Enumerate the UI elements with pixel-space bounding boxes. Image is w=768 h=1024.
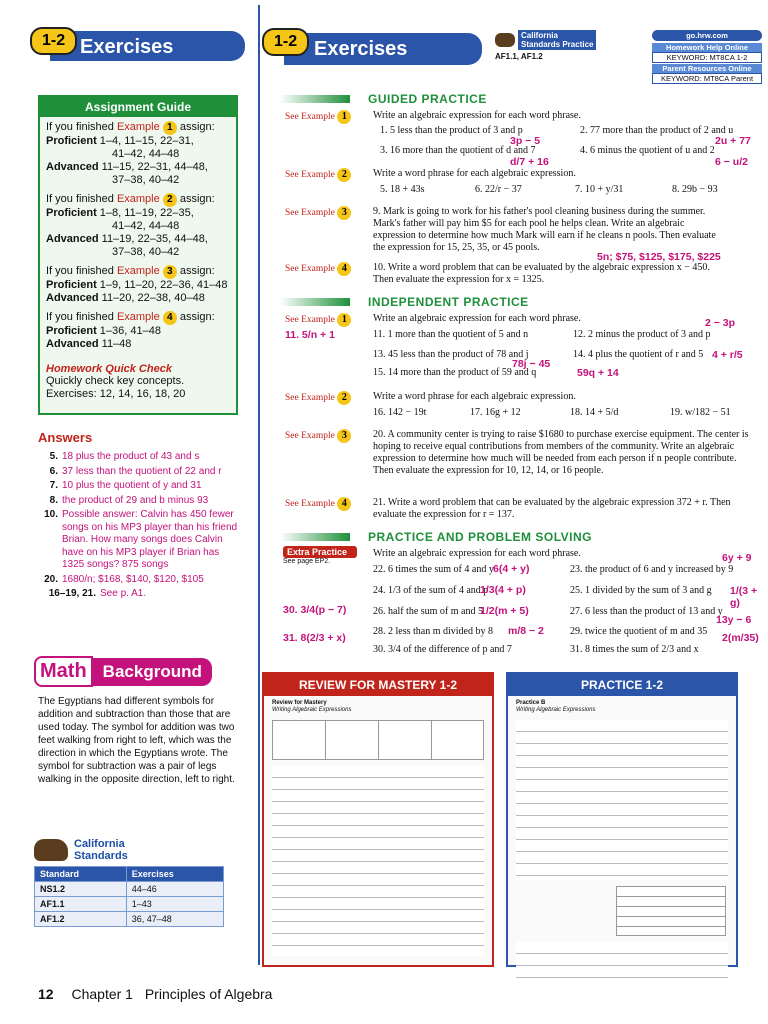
independent-intro1: Write an algebraic expression for each word phrase.: [373, 313, 581, 324]
answers-list: [38, 451, 243, 601]
quick-check-line2: Exercises: 12, 14, 16, 18, 20: [46, 388, 186, 400]
problem-28: 28. 2 less than m divided by 8: [373, 626, 493, 637]
section-bar: [280, 533, 350, 541]
answer-item: 10. Possible answer: Calvin has 450 fewer songs on his MP3 player than his friend Brian. How many songs does Calvin have on his MP3 player if Brian has 1325 songs? 875 songs: [44, 509, 238, 570]
problem-3: 3. 16 more than the quotient of d and 7: [380, 145, 536, 156]
problem-10: 10. Write a word problem that can be evaluated by the algebraic expression x − 450. Then evaluate the expression for x = 1325.: [373, 262, 710, 285]
answer-28: m/8 − 2: [508, 625, 544, 637]
footer: [38, 986, 272, 1002]
answer-11: 11. 5/n + 1: [285, 329, 335, 341]
standards-row: AF1.1 1–43: [35, 897, 224, 912]
answer-item: 8. the product of 29 and b minus 93: [49, 494, 209, 506]
answer-25: 1/(3 + g): [730, 585, 758, 609]
bear-small-icon: [495, 33, 515, 47]
answer-13: 78j − 45: [512, 358, 551, 370]
practice-title: PRACTICE 1-2: [508, 674, 736, 696]
see-example-2[interactable]: See Example: [285, 170, 335, 180]
pps-intro: Write an algebraic expression for each word phrase.: [373, 548, 581, 559]
answer-12: 2 − 3p: [705, 317, 736, 329]
parent-resources-link[interactable]: Parent Resources Online: [652, 64, 762, 73]
answer-26: 1/2(m + 5): [480, 605, 529, 617]
problem-25: 25. 1 divided by the sum of 3 and g: [570, 585, 712, 596]
left-exercises-banner: [30, 27, 245, 65]
problem-20: 20. A community center is trying to raise $1680 to purchase exercise equipment. The center is hoping to receive equal contributions from members of the community. Write an algebraic expression to determine how much will be needed from each person if n people contribute. Then evaluate the expression for 10, 12, 14, or 16 people.: [373, 429, 749, 476]
see-example-1[interactable]: See Example: [285, 112, 335, 122]
answer-31: 31. 8(2/3 + x): [283, 632, 346, 644]
problem-22: 22. 6 times the sum of 4 and y: [373, 564, 494, 575]
problem-29: 29. twice the quotient of m and 35: [570, 626, 708, 637]
guided-intro2: Write a word phrase for each algebraic expression.: [373, 168, 576, 179]
assignment-guide: [38, 95, 238, 415]
column-divider: [258, 5, 260, 965]
guided-intro1: Write an algebraic expression for each word phrase.: [373, 110, 581, 121]
quick-check-line1: Quickly check key concepts.: [46, 375, 185, 387]
standards-col-exercises: Exercises: [126, 867, 223, 882]
practice-worksheet-lines: [516, 720, 728, 982]
california-standards: [34, 838, 234, 927]
problem-31: 31. 8 times the sum of 2/3 and x: [570, 644, 699, 655]
problem-11: 11. 1 more than the quotient of 5 and n: [373, 329, 529, 340]
standards-row: AF1.2 36, 47–48: [35, 912, 224, 927]
problem-30: 30. 3/4 of the difference of p and 7: [373, 644, 512, 655]
answer-15: 59q + 14: [577, 367, 619, 379]
see-example-4b[interactable]: See Example: [285, 499, 335, 509]
standards-table: [34, 866, 224, 927]
homework-keyword: KEYWORD: MT8CA 1-2: [652, 52, 762, 63]
problem-15: 15. 14 more than the product of 59 and q: [373, 367, 537, 378]
answer-14: 4 + r/5: [712, 349, 743, 361]
section-bar: [280, 95, 350, 103]
independent-intro2: Write a word phrase for each algebraic expression.: [373, 391, 576, 402]
ca-label2: Standards Practice: [521, 40, 594, 49]
problem-8: 8. 29b − 93: [672, 184, 718, 195]
problem-12: 12. 2 minus the product of 3 and p: [573, 329, 711, 340]
guided-practice: [280, 92, 760, 112]
extra-practice-label: Extra Practice: [283, 546, 357, 558]
bear-icon: [34, 839, 68, 861]
problem-16: 16. 142 − 19t: [373, 407, 427, 418]
answer-1: 3p − 5: [510, 135, 541, 147]
problem-6: 6. 22/r − 37: [475, 184, 522, 195]
practice-worksheet: [506, 672, 738, 967]
problem-17: 17. 16g + 12: [470, 407, 521, 418]
exercises-title-right: Exercises: [284, 33, 482, 65]
pps-title: PRACTICE AND PROBLEM SOLVING: [368, 530, 593, 544]
problem-7: 7. 10 + y/31: [575, 184, 624, 195]
assignment-guide-title: Assignment Guide: [40, 97, 236, 117]
answer-29: 2(m/35): [722, 632, 759, 644]
see-example-3[interactable]: See Example: [285, 208, 335, 218]
quick-check-title: Homework Quick Check: [46, 363, 172, 375]
answer-9: 5n; $75, $125, $175, $225: [597, 251, 721, 263]
problem-13: 13. 45 less than the product of 78 and j: [373, 349, 529, 360]
section-bar: [280, 298, 350, 306]
answers-section: [38, 430, 243, 603]
answer-22: 6(4 + y): [493, 563, 530, 575]
answer-item: 5. 18 plus the product of 43 and s: [49, 451, 200, 462]
answer-item: 7. 10 plus the quotient of y and 31: [49, 480, 202, 491]
parent-keyword: KEYWORD: MT8CA Parent: [652, 73, 762, 84]
answer-4: 6 − u/2: [715, 156, 748, 168]
homework-help-link[interactable]: Homework Help Online: [652, 43, 762, 52]
problem-1: 1. 5 less than the product of 3 and p: [380, 125, 523, 136]
assignment-group: If you finished Example 3 assign: Proficient 1–9, 11–20, 22–36, 41–48 Advanced 11–20, 22–38, 40–48: [46, 265, 228, 304]
page-number: 12: [38, 986, 54, 1002]
assignment-group: If you finished Example 2 assign: Proficient 1–8, 11–19, 22–35, 41–42, 44–48 Advanced 11–19, 22–35, 44–48, 37–38, 40–42: [46, 193, 215, 258]
problem-19: 19. w/182 − 51: [670, 407, 731, 418]
review-for-mastery: [262, 672, 494, 967]
rfm-sub: Review for Mastery: [272, 700, 327, 706]
problem-2: 2. 77 more than the product of 2 and u: [580, 125, 734, 136]
exercises-title: Exercises: [50, 31, 245, 61]
problem-5: 5. 18 + 43s: [380, 184, 425, 195]
see-example-2b[interactable]: See Example: [285, 393, 335, 403]
problem-18: 18. 14 + 5/d: [570, 407, 619, 418]
answer-24: 1/3(4 + p): [480, 584, 526, 596]
lesson-badge: 1-2: [30, 27, 77, 55]
ca-standards-practice: [495, 30, 605, 61]
problem-23: 23. the product of 6 and y increased by 9: [570, 564, 734, 575]
independent-title: INDEPENDENT PRACTICE: [368, 295, 529, 309]
see-example-3b[interactable]: See Example: [285, 431, 335, 441]
math-background: [34, 656, 242, 786]
see-example-1b[interactable]: See Example: [285, 315, 335, 325]
answers-title: Answers: [38, 430, 93, 445]
answer-item: 20. 1680/n; $168, $140, $120, $105: [44, 573, 204, 585]
practice-sub2: Writing Algebraic Expressions: [516, 707, 596, 713]
answer-item: 6. 37 less than the quotient of 22 and r: [49, 465, 222, 477]
math-background-title2: Background: [93, 658, 212, 686]
hrw-links: [652, 30, 762, 84]
see-example-4[interactable]: See Example: [285, 264, 335, 274]
chapter-label: Chapter 1: [71, 986, 133, 1002]
lesson-badge-right: 1-2: [262, 28, 309, 56]
hrw-site[interactable]: go.hrw.com: [652, 30, 762, 41]
assignment-groups: [40, 117, 236, 361]
problem-27: 27. 6 less than the product of 13 and y: [570, 606, 723, 617]
standards-title1: California: [74, 838, 125, 850]
standards-col-standard: Standard: [35, 867, 127, 882]
problem-24: 24. 1/3 of the sum of 4 and p: [373, 585, 489, 596]
answer-3: d/7 + 16: [510, 156, 549, 168]
problem-26: 26. half the sum of m and 5: [373, 606, 483, 617]
math-background-body: The Egyptians had different symbols for addition and subtraction than those that are used today. The symbol for addition was two feet walking from right to left, which was the direction in which the Egyptians wrote. The symbol for subtraction was a pair of legs walking in the opposite direction, left to right.: [38, 696, 235, 785]
right-exercises-banner: [262, 28, 482, 68]
practice-sub: Practice B: [516, 700, 546, 706]
rfm-worksheet-lines: [272, 720, 484, 956]
answer-30: 30. 3/4(p − 7): [283, 604, 347, 616]
problem-9: 9. Mark is going to work for his father's pool cleaning business during the summer. Mark's father will pay him $5 for each pool he helps clean. Write an algebraic expression to determine how much Mark will earn if he cleans n pools. Then evaluate the expression for 15, 25, 35, or 45 pools.: [373, 206, 716, 253]
answer-23: 6y + 9: [722, 552, 752, 564]
ca-label1: California: [521, 31, 558, 40]
problem-4: 4. 6 minus the quotient of u and 2: [580, 145, 715, 156]
ca-codes: AF1.1, AF1.2: [495, 52, 543, 61]
extra-practice-sub: See page EP2.: [283, 558, 331, 565]
rfm-sub2: Writing Algebraic Expressions: [272, 707, 352, 713]
guided-title: GUIDED PRACTICE: [368, 92, 487, 106]
math-background-title1: Math: [34, 656, 93, 687]
assignment-group: If you finished Example 1 assign: Proficient 1–4, 11–15, 22–31, 41–42, 44–48 Advanced 11–15, 22–31, 44–48, 37–38, 40–42: [46, 121, 215, 186]
problem-14: 14. 4 plus the quotient of r and 5: [573, 349, 704, 360]
answer-27: 13y − 6: [716, 614, 752, 626]
answer-2: 2u + 77: [715, 135, 751, 147]
rfm-title: REVIEW FOR MASTERY 1-2: [264, 674, 492, 696]
chapter-title: Principles of Algebra: [144, 986, 273, 1002]
standards-row: NS1.2 44–46: [35, 882, 224, 897]
assignment-group: If you finished Example 4 assign: Proficient 1–36, 41–48 Advanced 11–48: [46, 311, 215, 350]
problem-21: 21. Write a word problem that can be evaluated by the algebraic expression 372 + r. Then evaluate the expression for r = 137.: [373, 497, 731, 520]
answer-item: 16–19, 21. See p. A1.: [48, 588, 147, 599]
standards-title2: Standards: [74, 850, 128, 862]
